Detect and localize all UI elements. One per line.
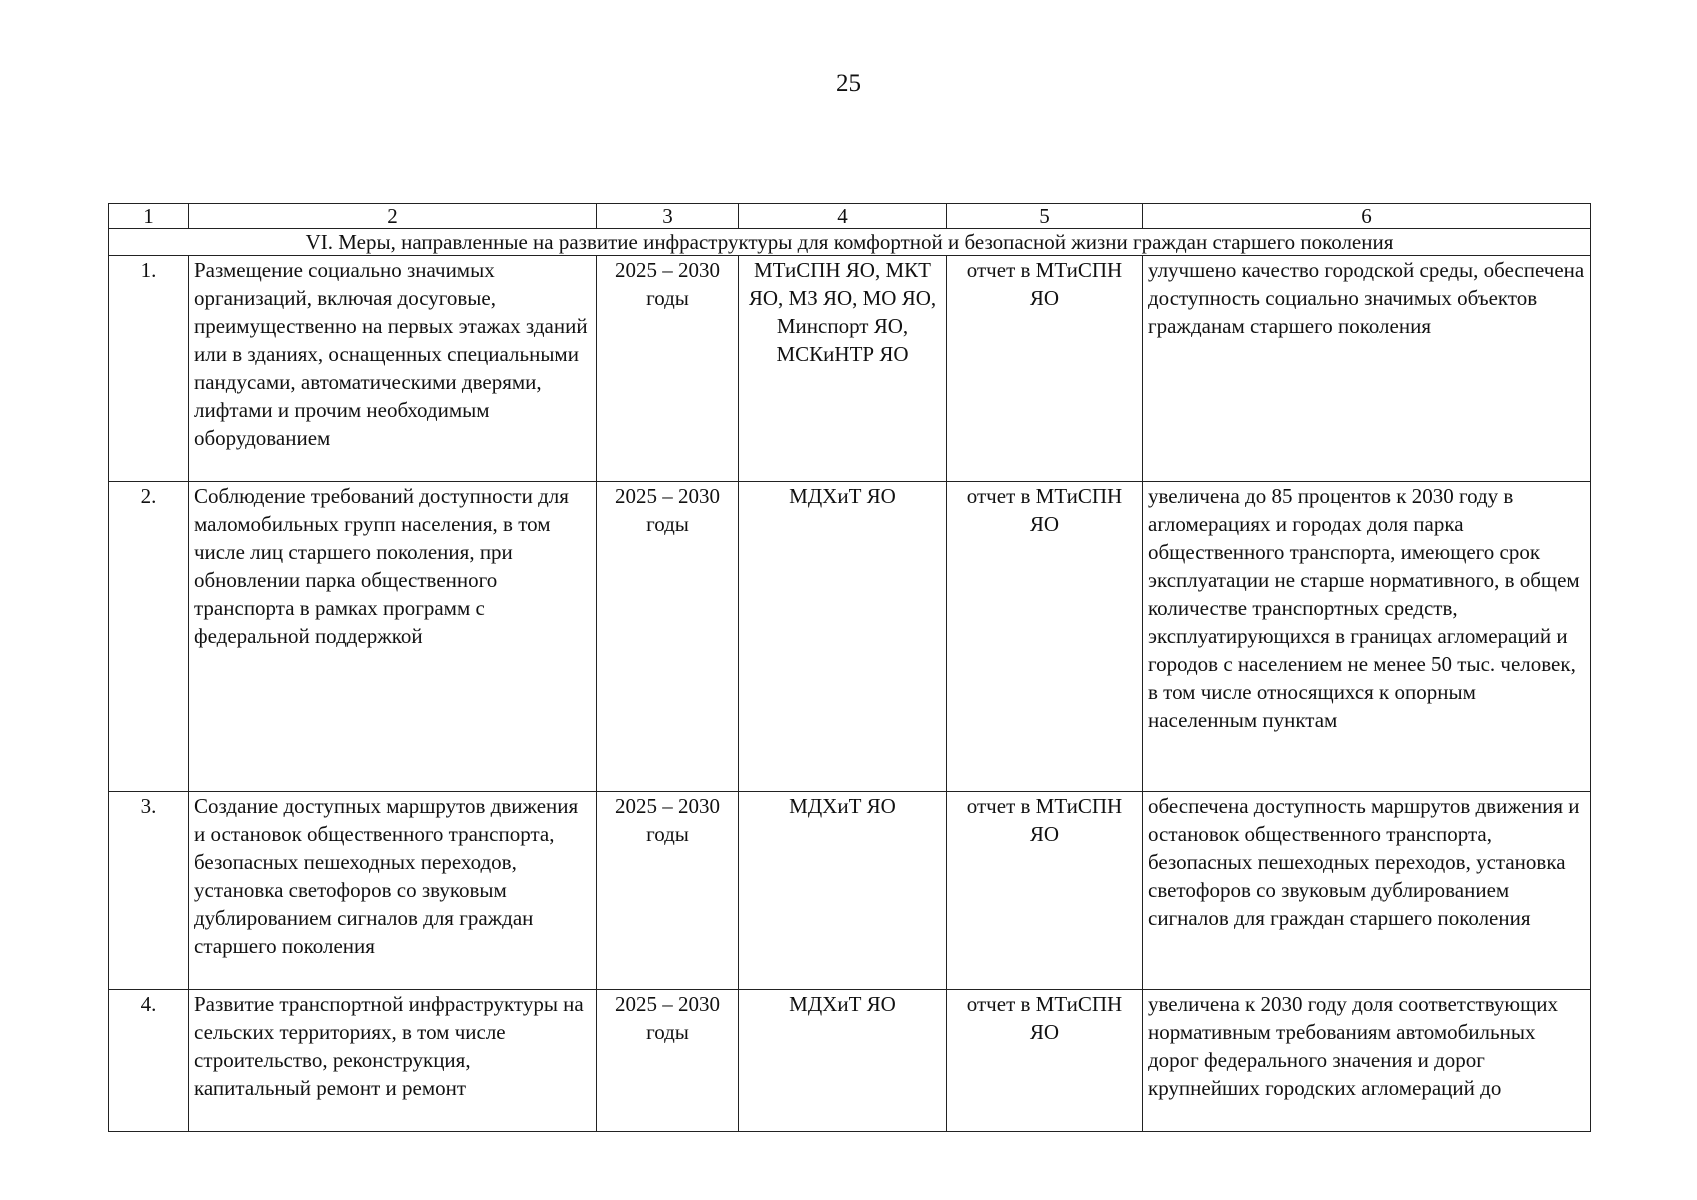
period-cell: 2025 – 2030 годы: [597, 482, 739, 792]
executors-cell: МТиСПН ЯО, МКТ ЯО, МЗ ЯО, МО ЯО, Минспорт ЯО, МСКиНТР ЯО: [739, 256, 947, 482]
table-row: [109, 792, 1591, 990]
page-number: 25: [836, 70, 861, 97]
report-cell: отчет в МТиСПН ЯО: [947, 482, 1143, 792]
report-cell: отчет в МТиСПН ЯО: [947, 990, 1143, 1132]
measure-cell: Размещение социально значимых организаций, включая досуговые, преимущественно на первых этажах зданий или в зданиях, оснащенных специальными пандусами, автоматическими дверями, лифтами и прочим необходимым оборудованием: [189, 256, 597, 482]
row-number: 4.: [109, 990, 189, 1132]
row-number: 1.: [109, 256, 189, 482]
section-title: VI. Меры, направленные на развитие инфраструктуры для комфортной и безопасной жизни граждан старшего поколения: [109, 229, 1591, 256]
table-row: [109, 990, 1591, 1132]
column-header: 6: [1143, 204, 1591, 229]
measure-cell: Соблюдение требований доступности для маломобильных групп населения, в том числе лиц старшего поколения, при обновлении парка общественного транспорта в рамках программ с федеральной поддержкой: [189, 482, 597, 792]
executors-cell: МДХиТ ЯО: [739, 482, 947, 792]
column-header: 5: [947, 204, 1143, 229]
measure-cell: Развитие транспортной инфраструктуры на сельских территориях, в том числе строительство, реконструкция, капитальный ремонт и ремонт: [189, 990, 597, 1132]
result-cell: обеспечена доступность маршрутов движения и остановок общественного транспорта, безопасных пешеходных переходов, установка светофоров со звуковым дублированием сигналов для граждан старшего поколения: [1143, 792, 1591, 990]
table-header-row: [109, 204, 1591, 229]
report-cell: отчет в МТиСПН ЯО: [947, 256, 1143, 482]
table-row: [109, 482, 1591, 792]
measures-table: [108, 203, 1591, 1132]
measure-cell: Создание доступных маршрутов движения и остановок общественного транспорта, безопасных пешеходных переходов, установка светофоров со звуковым дублированием сигналов для граждан старшего поколения: [189, 792, 597, 990]
result-cell: улучшено качество городской среды, обеспечена доступность социально значимых объектов гражданам старшего поколения: [1143, 256, 1591, 482]
column-header: 2: [189, 204, 597, 229]
column-header: 1: [109, 204, 189, 229]
section-row: [109, 229, 1591, 256]
column-header: 3: [597, 204, 739, 229]
report-cell: отчет в МТиСПН ЯО: [947, 792, 1143, 990]
period-cell: 2025 – 2030 годы: [597, 990, 739, 1132]
executors-cell: МДХиТ ЯО: [739, 792, 947, 990]
period-cell: 2025 – 2030 годы: [597, 256, 739, 482]
executors-cell: МДХиТ ЯО: [739, 990, 947, 1132]
result-cell: увеличена до 85 процентов к 2030 году в агломерациях и городах доля парка общественного транспорта, имеющего срок эксплуатации не старше нормативного, в общем количестве транспортных средств, эксплуатирующихся в границах агломераций и городов с населением не менее 50 тыс. человек, в том числе относящихся к опорным населенным пунктам: [1143, 482, 1591, 792]
period-cell: 2025 – 2030 годы: [597, 792, 739, 990]
row-number: 3.: [109, 792, 189, 990]
result-cell: увеличена к 2030 году доля соответствующих нормативным требованиям автомобильных дорог федерального значения и дорог крупнейших городских агломераций до: [1143, 990, 1591, 1132]
row-number: 2.: [109, 482, 189, 792]
column-header: 4: [739, 204, 947, 229]
table-row: [109, 256, 1591, 482]
